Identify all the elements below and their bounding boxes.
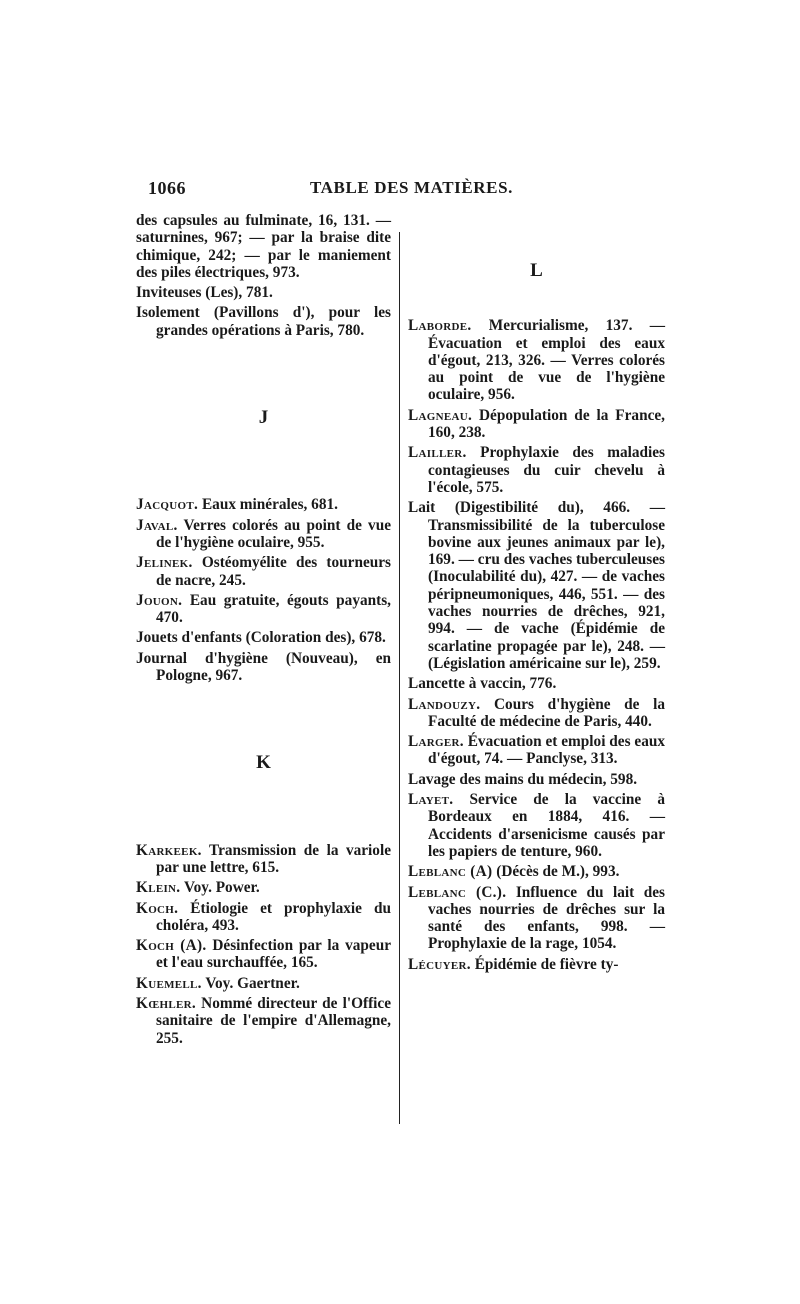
entry-name: Lagneau.	[408, 406, 473, 424]
index-entry	[408, 407, 665, 442]
entry-name: Klein.	[136, 879, 181, 897]
entry-text: Lavage des mains du médecin, 598.	[408, 770, 638, 788]
entry-text: Service de la vaccine à Bordeaux en 1884, 416. — Accidents d'arsenicisme causés par les papiers de tenture, 960.	[428, 791, 665, 860]
entry-name: Lécuyer.	[408, 955, 471, 973]
left-column	[136, 212, 391, 1050]
column-divider	[399, 232, 400, 1124]
section-letter-k: K	[256, 752, 271, 774]
entry-name: Jelinek.	[136, 554, 193, 572]
entry-text: Voy. Gaertner.	[201, 974, 300, 992]
entry-name: Leblanc (A)	[408, 863, 493, 881]
index-entry	[136, 554, 391, 589]
index-entry	[136, 517, 391, 552]
entry-name: Jouon.	[136, 591, 183, 609]
index-entry	[408, 696, 665, 731]
index-entry	[408, 675, 665, 692]
entry-text: Nommé directeur de l'Office sanitaire de l'empire d'Allemagne, 255.	[156, 995, 391, 1047]
index-entry	[136, 937, 391, 972]
continued-entry: des capsules au fulminate, 16, 131. — saturnines, 967; — par la braise dite chimique, 242; — par le maniement des piles électriques, 973.	[136, 212, 391, 281]
entry-text: Voy. Power.	[180, 879, 260, 897]
index-entry	[136, 995, 391, 1047]
entry-name: Kuemell.	[136, 974, 202, 992]
index-entry	[136, 975, 391, 992]
index-entry	[408, 317, 665, 403]
index-entry	[408, 499, 665, 672]
entry-text: Journal d'hygiène (Nouveau), en Pologne, 967.	[136, 649, 391, 685]
entry-name: Laborde.	[408, 317, 472, 335]
entry-name: Koch (A).	[136, 937, 207, 955]
entry-name: Karkeek.	[136, 841, 202, 859]
entry-text: Influence du lait des vaches nourries de drêches sur la santé des enfants, 998. — Prophylaxie de la rage, 1054.	[428, 883, 665, 953]
index-entry	[408, 733, 665, 768]
entry-text: Transmission de la variole par une lettre, 615.	[156, 841, 391, 876]
section-letter-l: L	[530, 260, 543, 281]
entry-name: Layet.	[408, 791, 454, 809]
entry-text: Mercurialisme, 137. — Évacuation et emploi des eaux d'égout, 213, 326. — Verres colorés au point de vue de l'hygiène oculaire, 956.	[428, 317, 665, 404]
entry-name: Larger.	[408, 733, 464, 751]
right-column	[408, 212, 665, 976]
entry-text: Dépopulation de la France, 160, 238.	[428, 406, 665, 442]
index-entry: Inviteuses (Les), 781.	[136, 284, 273, 302]
entry-text: Eau gratuite, égouts payants, 470.	[156, 591, 391, 627]
entry-text: Eaux minérales, 681.	[198, 496, 338, 514]
entry-text: (Décès de M.), 993.	[492, 863, 620, 881]
index-entry	[136, 650, 391, 685]
entry-text: Verres colorés au point de vue de l'hygiène oculaire, 955.	[156, 516, 391, 551]
index-entry	[408, 791, 665, 860]
index-entry: Isolement (Pavillons d'), pour les grandes opérations à Paris, 780.	[136, 304, 391, 339]
entry-text: Désinfection par la vapeur et l'eau surchauffée, 165.	[156, 937, 391, 972]
entry-text: Épidémie de fièvre ty-	[470, 955, 619, 973]
entry-text: Lancette à vaccin, 776.	[408, 675, 557, 693]
entry-name: Koch.	[136, 899, 179, 917]
entry-text: Cours d'hygiène de la Faculté de médecine de Paris, 440.	[428, 695, 665, 730]
entry-name: Jacquot.	[136, 496, 199, 514]
entry-text: Évacuation et emploi des eaux d'égout, 74. — Panclyse, 313.	[428, 733, 665, 768]
index-entry	[136, 496, 391, 513]
entry-name: Lailler.	[408, 444, 467, 462]
entry-name: Landouzy.	[408, 695, 481, 713]
entry-name: Kœhler.	[136, 995, 196, 1013]
entry-text: Prophylaxie des maladies contagieuses du cuir chevelu à l'école, 575.	[428, 444, 665, 496]
index-entry	[136, 629, 391, 646]
index-entry	[408, 863, 665, 880]
entry-text: Ostéomyélite des tourneurs de nacre, 245.	[156, 554, 391, 589]
page-number: 1066	[148, 178, 186, 198]
index-entry	[136, 842, 391, 877]
index-entry	[408, 771, 665, 788]
index-entry	[136, 879, 391, 896]
entry-text: Lait (Digestibilité du), 466. — Transmissibilité de la tuberculose bovine aux jeunes animaux par le), 169. — cru des vaches tuberculeuses (Inoculabilité du), 427. — de vaches péripneumoniques, 446, 551. — des vaches nourries de drêches, 921, 994. — de vache (Épidémie de scarlatine propagée par le), 248. — (Législation américaine sur le), 259.	[408, 499, 665, 672]
index-entry	[408, 884, 665, 953]
index-entry	[408, 956, 665, 973]
entry-text: Jouets d'enfants (Coloration des), 678.	[136, 629, 386, 647]
entry-text: Étiologie et prophylaxie du choléra, 493.	[156, 899, 391, 934]
index-entry	[136, 900, 391, 935]
section-letter-j: J	[258, 407, 269, 429]
entry-name: Leblanc (C.).	[408, 883, 507, 901]
entry-name: Javal.	[136, 516, 178, 534]
running-title: TABLE DES MATIÈRES.	[310, 178, 514, 197]
index-entry	[136, 592, 391, 627]
index-entry	[408, 444, 665, 496]
page-header	[148, 178, 518, 208]
